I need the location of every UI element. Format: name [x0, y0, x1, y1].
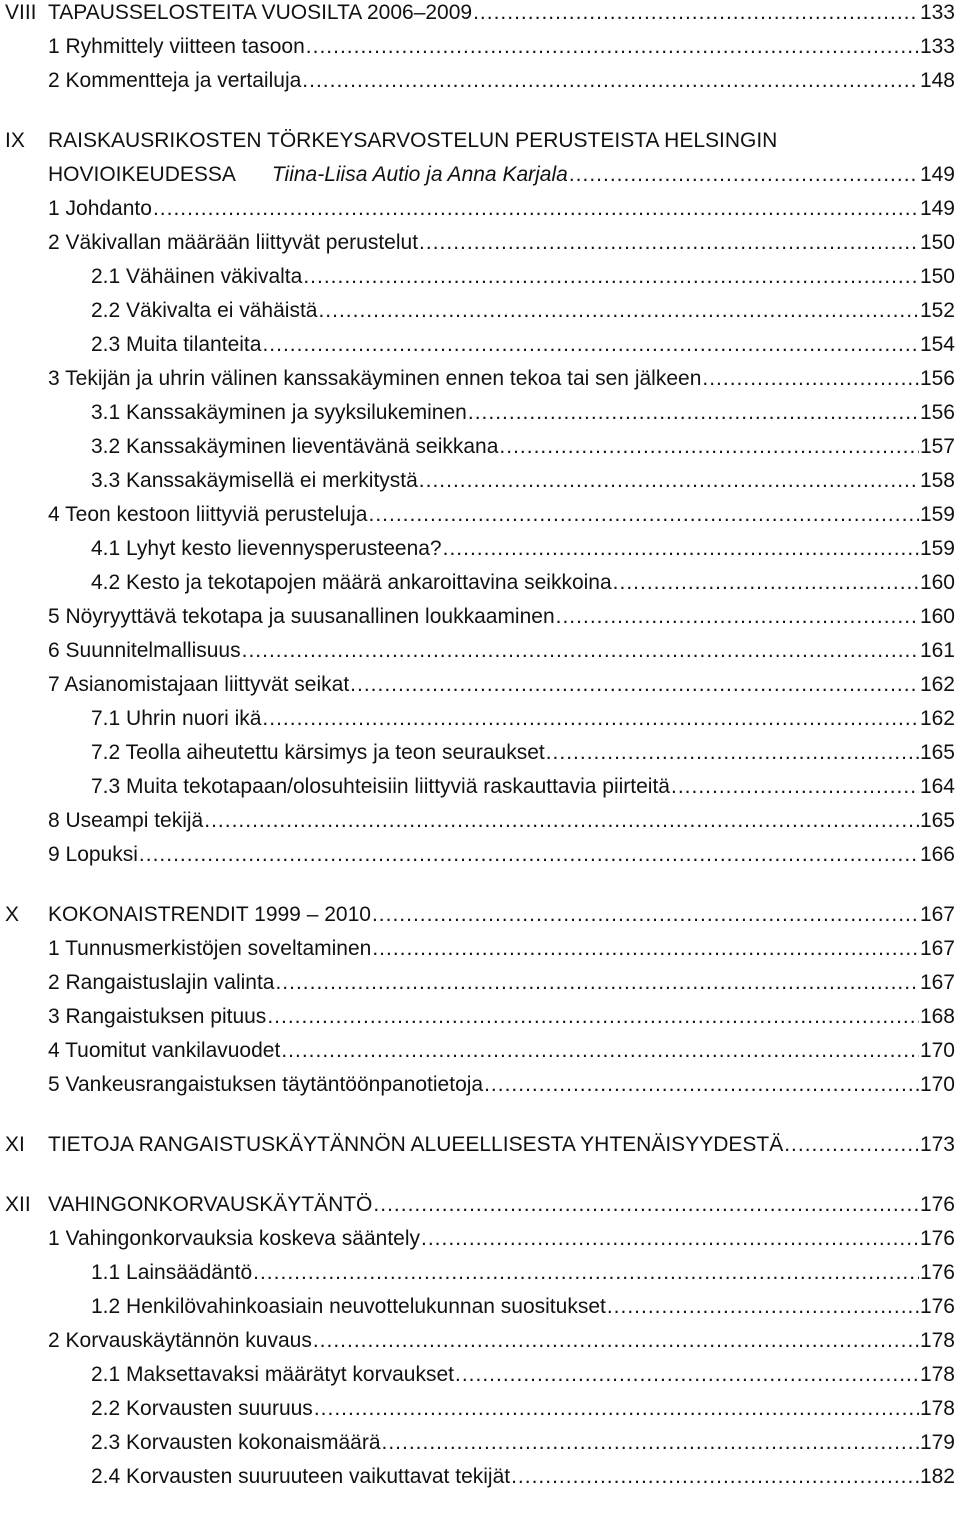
dot-leader: [784, 1128, 919, 1162]
page-number: 167: [919, 937, 955, 960]
dot-leader: [443, 532, 919, 566]
toc-entry[interactable]: [0, 0, 960, 30]
page-number: 178: [919, 1397, 955, 1420]
toc-entry[interactable]: [0, 328, 960, 362]
toc-entry-title: 2 Väkivallan määrään liittyvät perustelut: [48, 231, 419, 254]
toc-entry-title: RAISKAUSRIKOSTEN TÖRKEYSARVOSTELUN PERUSTEISTA HELSINGIN: [48, 129, 778, 152]
toc-entry-title: 4 Tuomitut vankilavuodet: [48, 1039, 281, 1062]
page-number: 161: [919, 639, 955, 662]
page-number: 157: [919, 435, 955, 458]
page-number: 150: [919, 231, 955, 254]
toc-entry-title: TAPAUSSELOSTEITA VUOSILTA 2006–2009: [48, 1, 473, 24]
toc-entry[interactable]: [0, 1290, 960, 1324]
dot-leader: [153, 192, 919, 226]
toc-entry[interactable]: [0, 1068, 960, 1102]
toc-entry-title: 1 Tunnusmerkistöjen soveltaminen: [48, 937, 372, 960]
page-number: 162: [919, 673, 955, 696]
page-number: 152: [919, 299, 955, 322]
toc-entry-title: 2.4 Korvausten suuruuteen vaikuttavat tekijät: [91, 1465, 511, 1488]
page-number: 165: [919, 809, 955, 832]
toc-entry-title: 5 Vankeusrangaistuksen täytäntöönpanotietoja: [48, 1073, 484, 1096]
page-number: 166: [919, 843, 955, 866]
page-number: 176: [919, 1295, 955, 1318]
page-number: 178: [919, 1363, 955, 1386]
toc-entry[interactable]: [0, 702, 960, 736]
dot-leader: [484, 1068, 919, 1102]
dot-leader: [372, 932, 919, 966]
toc-entry[interactable]: [0, 566, 960, 600]
toc-entry-title: 2 Rangaistuslajin valinta: [48, 971, 275, 994]
toc-entry-title: 3 Tekijän ja uhrin välinen kanssakäyminen ennen tekoa tai sen jälkeen: [48, 367, 702, 390]
toc-entry[interactable]: [0, 226, 960, 260]
toc-entry-title: 2.3 Korvausten kokonaismäärä: [91, 1431, 381, 1454]
page-number: 168: [919, 1005, 955, 1028]
toc-entry[interactable]: [0, 804, 960, 838]
toc-entry-title: 1 Ryhmittely viitteen tasoon: [48, 35, 305, 58]
toc-entry[interactable]: [0, 1256, 960, 1290]
page-number: 173: [919, 1133, 955, 1156]
page-number: 148: [919, 69, 955, 92]
chapter-number: X: [5, 903, 20, 926]
toc-entry-title: 2.1 Vähäinen väkivalta: [91, 265, 303, 288]
page-number: 165: [919, 741, 955, 764]
dot-leader: [473, 0, 919, 30]
dot-leader: [242, 634, 919, 668]
dot-leader: [368, 498, 918, 532]
toc-entry-title: 2.1 Maksettavaksi määrätyt korvaukset: [91, 1363, 454, 1386]
dot-leader: [204, 804, 919, 838]
dot-leader: [372, 898, 919, 932]
page-number: 149: [919, 163, 955, 186]
toc-entry-title: HOVIOIKEUDESSA: [48, 163, 236, 186]
toc-entry[interactable]: [0, 932, 960, 966]
toc-entry-title: 2 Korvauskäytännön kuvaus: [48, 1329, 312, 1352]
chapter-number: XI: [5, 1133, 25, 1156]
toc-entry[interactable]: [0, 30, 960, 64]
toc-entry[interactable]: [0, 1000, 960, 1034]
toc-entry-title: VAHINGONKORVAUSKÄYTÄNTÖ: [48, 1193, 373, 1216]
toc-entry[interactable]: [0, 532, 960, 566]
dot-leader: [139, 838, 919, 872]
toc-entry[interactable]: [0, 158, 960, 192]
toc-entry-title: 2.2 Väkivalta ei vähäistä: [91, 299, 318, 322]
page-number: 156: [919, 367, 955, 390]
dot-leader: [546, 736, 919, 770]
dot-leader: [253, 1256, 919, 1290]
toc-entry[interactable]: [0, 396, 960, 430]
toc-entry[interactable]: [0, 362, 960, 396]
dot-leader: [267, 1000, 919, 1034]
page-number: 176: [919, 1193, 955, 1216]
chapter-number: IX: [5, 129, 25, 152]
page-number: 178: [919, 1329, 955, 1352]
toc-entry-title: 7.1 Uhrin nuori ikä: [91, 707, 262, 730]
toc-entry[interactable]: [0, 770, 960, 804]
toc-entry-title: 6 Suunnitelmallisuus: [48, 639, 241, 662]
toc-entry[interactable]: [0, 966, 960, 1000]
toc-entry-title: 7.2 Teolla aiheutettu kärsimys ja teon seuraukset: [91, 741, 545, 764]
toc-entry[interactable]: [0, 1222, 960, 1256]
page-number: 164: [919, 775, 955, 798]
page-number: 159: [919, 503, 955, 526]
page-number: 160: [919, 571, 955, 594]
toc-entry[interactable]: [0, 430, 960, 464]
dot-leader: [468, 396, 919, 430]
page-number: 170: [919, 1073, 955, 1096]
chapter-number: XII: [5, 1193, 31, 1216]
dot-leader: [262, 328, 919, 362]
toc-entry[interactable]: [0, 898, 960, 932]
toc-entry-title: 7 Asianomistajaan liittyvät seikat: [48, 673, 350, 696]
toc-entry-title: 1 Johdanto: [48, 197, 152, 220]
toc-entry-title: 2 Kommentteja ja vertailuja: [48, 69, 302, 92]
page-number: 133: [919, 35, 955, 58]
toc-entry[interactable]: [0, 1034, 960, 1068]
toc-entry[interactable]: [0, 1188, 960, 1222]
toc-entry[interactable]: [0, 1324, 960, 1358]
page-number: 149: [919, 197, 955, 220]
toc-entry-title: 7.3 Muita tekotapaan/olosuhteisiin liittyviä raskauttavia piirteitä: [91, 775, 670, 798]
toc-entry-title: 1 Vahingonkorvauksia koskeva sääntely: [48, 1227, 421, 1250]
toc-entry[interactable]: [0, 64, 960, 98]
toc-entry[interactable]: [0, 498, 960, 532]
dot-leader: [314, 1392, 919, 1426]
page-number: 150: [919, 265, 955, 288]
toc-entry-title: 4 Teon kestoon liittyviä perusteluja: [48, 503, 368, 526]
page-number: 160: [919, 605, 955, 628]
toc-entry[interactable]: [0, 1460, 960, 1494]
dot-leader: [702, 362, 919, 396]
dot-leader: [569, 158, 919, 192]
dot-leader: [382, 1426, 919, 1460]
toc-entry[interactable]: [0, 1392, 960, 1426]
page-number: 154: [919, 333, 955, 356]
dot-leader: [306, 30, 919, 64]
page-number: 162: [919, 707, 955, 730]
toc-entry-title: 2.2 Korvausten suuruus: [91, 1397, 313, 1420]
page-number: 179: [919, 1431, 955, 1454]
toc-entry-title: 8 Useampi tekijä: [48, 809, 204, 832]
dot-leader: [318, 294, 918, 328]
dot-leader: [350, 668, 919, 702]
dot-leader: [275, 966, 918, 1000]
toc-entry-authors: Tiina-Liisa Autio ja Anna Karjala: [271, 163, 568, 186]
page-number: 170: [919, 1039, 955, 1062]
toc-entry-title: 4.2 Kesto ja tekotapojen määrä ankaroittavina seikkoina: [91, 571, 612, 594]
toc-entry[interactable]: [0, 1426, 960, 1460]
toc-entry[interactable]: [0, 838, 960, 872]
toc-entry[interactable]: [0, 124, 960, 158]
toc-entry[interactable]: [0, 192, 960, 226]
toc-entry[interactable]: [0, 736, 960, 770]
dot-leader: [262, 702, 919, 736]
page-number: 156: [919, 401, 955, 424]
dot-leader: [511, 1460, 919, 1494]
toc-entry[interactable]: [0, 634, 960, 668]
page-number: 167: [919, 903, 955, 926]
toc-entry-title: KOKONAISTRENDIT 1999 – 2010: [48, 903, 371, 926]
toc-entry-title: 3.1 Kanssakäyminen ja syyksilukeminen: [91, 401, 467, 424]
dot-leader: [373, 1188, 919, 1222]
chapter-number: VIII: [5, 1, 37, 24]
toc-entry[interactable]: [0, 260, 960, 294]
toc-entry-title: 5 Nöyryyttävä tekotapa ja suusanallinen loukkaaminen: [48, 605, 555, 628]
toc-entry-title: 3.2 Kanssakäyminen lieventävänä seikkana: [91, 435, 499, 458]
dot-leader: [455, 1358, 919, 1392]
toc-entry[interactable]: [0, 294, 960, 328]
toc-entry-title: 9 Lopuksi: [48, 843, 138, 866]
toc-entry-title: TIETOJA RANGAISTUSKÄYTÄNNÖN ALUEELLISESTA YHTENÄISYYDESTÄ: [48, 1133, 784, 1156]
dot-leader: [613, 566, 919, 600]
toc-entry-title: 2.3 Muita tilanteita: [91, 333, 262, 356]
page-number: 176: [919, 1261, 955, 1284]
dot-leader: [281, 1034, 919, 1068]
dot-leader: [303, 260, 919, 294]
toc-entry-title: 1.1 Lainsäädäntö: [91, 1261, 253, 1284]
toc-entry-title: 1.2 Henkilövahinkoasiain neuvottelukunnan suositukset: [91, 1295, 606, 1318]
page-number: 158: [919, 469, 955, 492]
toc-entry[interactable]: [0, 1128, 960, 1162]
dot-leader: [556, 600, 919, 634]
toc-entry[interactable]: [0, 668, 960, 702]
toc-entry[interactable]: [0, 1358, 960, 1392]
toc-entry[interactable]: [0, 464, 960, 498]
toc-entry-title: 4.1 Lyhyt kesto lievennysperusteena?: [91, 537, 442, 560]
dot-leader: [671, 770, 919, 804]
dot-leader: [607, 1290, 919, 1324]
dot-leader: [313, 1324, 919, 1358]
page-number: 133: [919, 1, 955, 24]
page-number: 167: [919, 971, 955, 994]
page-number: 182: [919, 1465, 955, 1488]
dot-leader: [499, 430, 919, 464]
toc-entry-title: 3.3 Kanssakäymisellä ei merkitystä: [91, 469, 418, 492]
dot-leader: [419, 226, 919, 260]
dot-leader: [419, 464, 919, 498]
dot-leader: [302, 64, 919, 98]
toc-entry[interactable]: [0, 600, 960, 634]
page-number: 176: [919, 1227, 955, 1250]
page-number: 159: [919, 537, 955, 560]
dot-leader: [421, 1222, 919, 1256]
toc-entry-title: 3 Rangaistuksen pituus: [48, 1005, 267, 1028]
